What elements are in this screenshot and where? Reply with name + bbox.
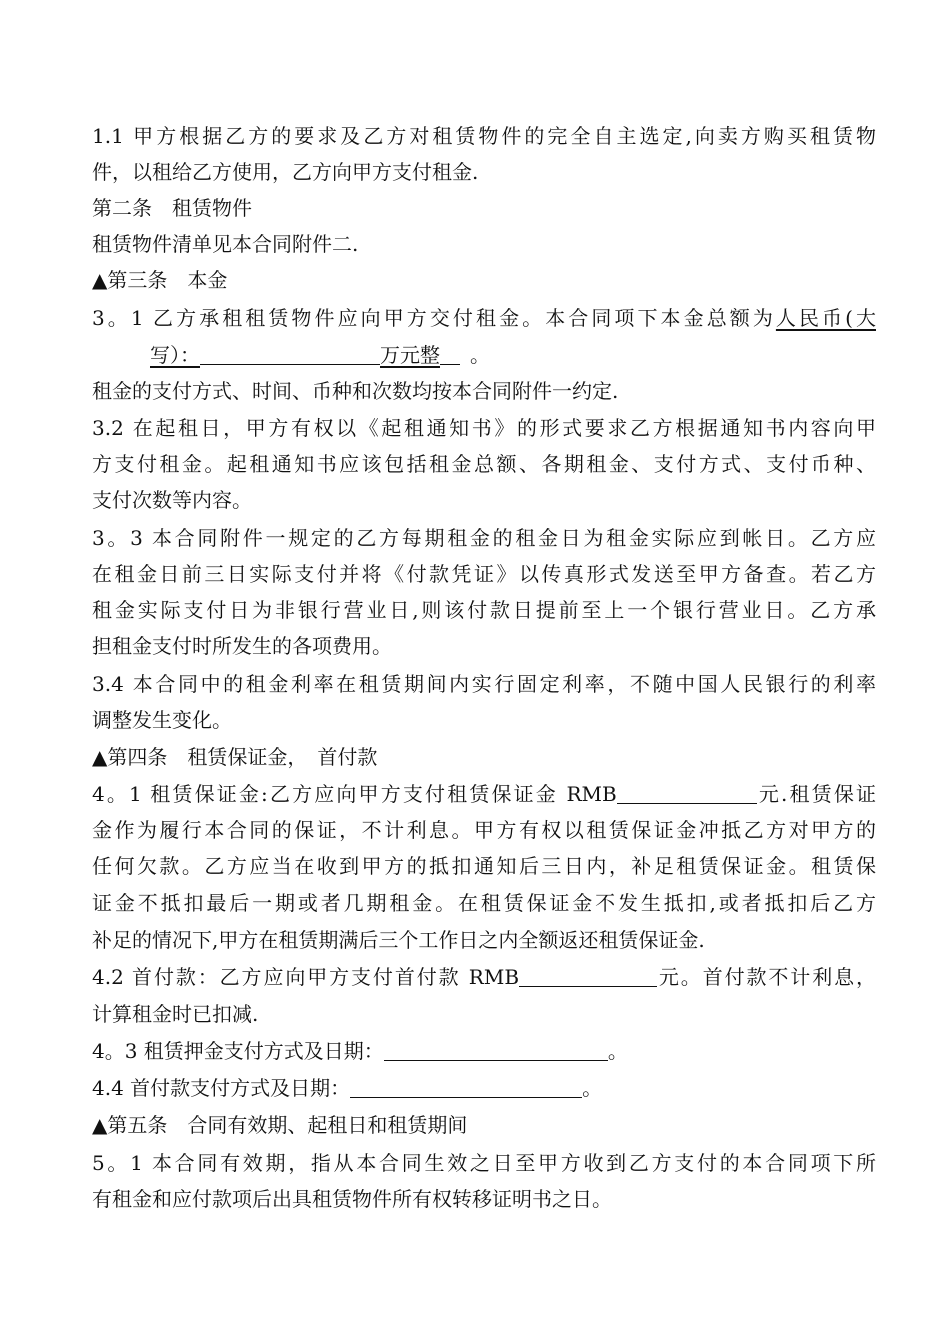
clause-3-1-text: 3。1 乙方承租租赁物件应向甲方交付租金。本合同项下本金总额为 — [92, 306, 776, 330]
amount-end: 。 — [470, 343, 490, 367]
clause-3-2-line-2: 方支付租金。起租通知书应该包括租金总额、各期租金、支付方式、支付币种、 — [92, 452, 876, 476]
deposit-method-end: 。 — [607, 1039, 628, 1063]
deposit-text-end: 元.租赁保证 — [756, 782, 877, 806]
clause-4-2-line-2: 计算租金时已扣减. — [92, 1002, 259, 1026]
clause-4-3-line — [92, 1036, 876, 1066]
clause-1-1-line-2: 件，以租给乙方使用，乙方向甲方支付租金. — [92, 160, 479, 184]
clause-3-3-line-3: 租金实际支付日为非银行营业日,则该付款日提前至上一个银行营业日。乙方承 — [92, 598, 876, 622]
clause-4-1-line-5: 补足的情况下,甲方在租赁期满后三个工作日之内全额返还租赁保证金. — [92, 928, 705, 952]
clause-1-1-line-1: 1.1 甲方根据乙方的要求及乙方对租赁物件的完全自主选定,向卖方购买租赁物 — [92, 124, 876, 148]
amount-unit: 万元整 — [380, 343, 440, 367]
deposit-method-text: 4。3 租赁押金支付方式及日期： — [92, 1039, 384, 1063]
down-payment-text-end: 元。首付款不计利息， — [657, 965, 876, 989]
clause-4-4-line — [92, 1073, 876, 1103]
payment-method-line: 租金的支付方式、时间、币种和次数均按本合同附件一约定. — [92, 379, 619, 403]
clause-4-1-line-4: 证金不抵扣最后一期或者几期租金。在租赁保证金不发生抵扣,或者抵扣后乙方 — [92, 891, 876, 915]
clause-3-2-line-1: 3.2 在起租日，甲方有权以《起租通知书》的形式要求乙方根据通知书内容向甲 — [92, 416, 876, 440]
clause-3-3-line-1: 3。3 本合同附件一规定的乙方每期租金的租金日为租金实际应到帐日。乙方应 — [92, 526, 876, 550]
clause-3-4-line-2: 调整发生变化。 — [92, 708, 232, 732]
down-payment-method-blank[interactable] — [350, 1077, 582, 1098]
clause-3-3-line-2: 在租金日前三日实际支付并将《付款凭证》以传真形式发送至甲方备查。若乙方 — [92, 562, 876, 586]
article-2-body: 租赁物件清单见本合同附件二. — [92, 232, 359, 256]
article-5-heading: ▲第五条 合同有效期、起租日和租赁期间 — [92, 1113, 468, 1137]
clause-4-1-line-3: 任何欠款。乙方应当在收到甲方的抵扣通知后三日内，补足租赁保证金。租赁保 — [92, 854, 876, 878]
deposit-text: 4。1 租赁保证金:乙方应向甲方支付租赁保证金 RMB — [92, 782, 617, 806]
amount-tail-blank — [440, 344, 460, 365]
deposit-method-blank[interactable] — [384, 1040, 608, 1061]
amount-blank[interactable] — [200, 344, 380, 365]
clause-5-1-line-1: 5。1 本合同有效期，指从本合同生效之日至甲方收到乙方支付的本合同项下所 — [92, 1151, 876, 1175]
deposit-amount-blank[interactable] — [617, 783, 757, 804]
down-payment-text: 4.2 首付款：乙方应向甲方支付首付款 RMB — [92, 965, 520, 989]
article-4-heading: ▲第四条 租赁保证金， 首付款 — [92, 745, 378, 769]
clause-5-1-line-2: 有租金和应付款项后出具租赁物件所有权转移证明书之日。 — [92, 1187, 612, 1211]
amount-prefix: 写）： — [150, 343, 200, 367]
down-payment-blank[interactable] — [519, 966, 657, 987]
down-payment-method-text: 4.4 首付款支付方式及日期： — [92, 1076, 351, 1100]
currency-label: 人民币(大 — [775, 306, 876, 330]
clause-3-1-line-1 — [92, 303, 876, 333]
clause-3-4-line-1: 3.4 本合同中的租金利率在租赁期间内实行固定利率，不随中国人民银行的利率 — [92, 672, 876, 696]
clause-4-1-line-1 — [92, 779, 876, 809]
clause-3-2-line-3: 支付次数等内容。 — [92, 488, 252, 512]
article-2-heading: 第二条 租赁物件 — [92, 196, 252, 220]
article-3-heading: ▲第三条 本金 — [92, 268, 228, 292]
clause-4-2-line-1 — [92, 962, 876, 992]
clause-3-1-line-2 — [150, 340, 876, 370]
down-payment-method-end: 。 — [582, 1076, 603, 1100]
clause-4-1-line-2: 金作为履行本合同的保证，不计利息。甲方有权以租赁保证金冲抵乙方对甲方的 — [92, 818, 876, 842]
clause-3-3-line-4: 担租金支付时所发生的各项费用。 — [92, 634, 392, 658]
